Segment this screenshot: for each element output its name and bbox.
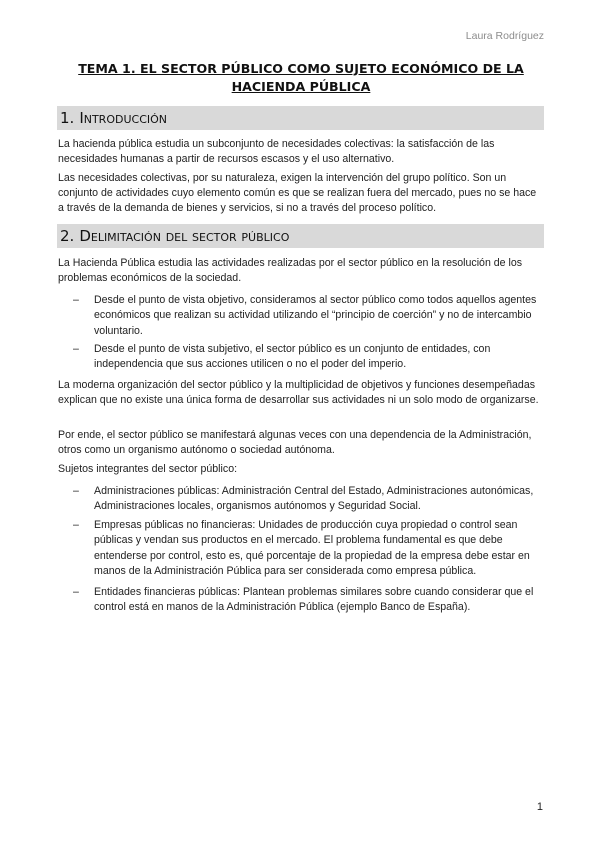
subjects-label: Sujetos integrantes del sector público: (58, 463, 238, 475)
header-author: Laura Rodríguez (465, 30, 544, 42)
list-item: Desde el punto de vista subjetivo, el sector público es un conjunto de entidades, con independencia que sus acciones utilicen o no el poder del imperio. (94, 343, 491, 371)
page-number: 1 (536, 801, 543, 813)
list-item: Entidades financieras públicas: Plantean problemas similares sobre cuando considerar que el control está en manos de la Administración Pública (ejemplo Banco de España). (94, 586, 534, 614)
section-2-paragraph-2: La moderna organización del sector público y la multiplicidad de objetivos y funciones desempeñadas explican que no existe una única forma de desarrollar sus actividades ni un solo modo de organizarse. (58, 379, 539, 406)
list-item-marker: – (73, 586, 79, 598)
section-2-title: Delimitación del sector público (79, 227, 290, 245)
list-item: Empresas públicas no financieras: Unidades de producción cuya propiedad o control sean públicas y vendan sus productos en el mercado. El problema fundamental es que debe entenderse por control, esto es, qué porcentaje de la propiedad de la empresa debe estar en manos de la Administración Pública para ser considerada como empresa pública. (94, 519, 530, 577)
section-1-paragraph-2: Las necesidades colectivas, por su naturaleza, exigen la intervención del grupo político. Son un conjunto de actividades cuyo elemento común es que se realizan fuera del mercado, pues no se hace a través de la demanda de bienes y servicios, si no a través del proceso político. (58, 172, 537, 214)
document-title: TEMA 1. EL SECTOR PÚBLICO COMO SUJETO ECONÓMICO DE LA HACIENDA PÚBLICA (78, 61, 524, 94)
section-1-title: Introducción (79, 109, 167, 127)
section-1-paragraph-1: La hacienda pública estudia un subconjunto de necesidades colectivas: la satisfacción de las necesidades humanas a partir de recursos escasos y el uso alternativo. (58, 138, 495, 165)
list-item-marker: – (73, 343, 79, 355)
section-2-intro: La Hacienda Pública estudia las actividades realizadas por el sector público en la resolución de los problemas económicos de la sociedad. (58, 257, 523, 284)
section-2-paragraph-3: Por ende, el sector público se manifestará algunas veces con una dependencia de la Administración, otros como un organismo autónomo o sociedad autónoma. (58, 429, 532, 456)
list-item-marker: – (73, 519, 79, 531)
section-2-heading (57, 224, 544, 248)
section-1-number: 1. (60, 109, 75, 127)
section-2-number: 2. (60, 227, 75, 245)
list-item: Administraciones públicas: Administración Central del Estado, Administraciones autonómicas, Administraciones locales, organismos autónomos y Seguridad Social. (94, 485, 534, 513)
list-item-marker: – (73, 485, 79, 497)
section-1-heading (57, 106, 544, 130)
list-item: Desde el punto de vista objetivo, consideramos al sector público como todos aquellos agentes económicos que realizan su actividad utilizando el “principio de coerción” y no de intercambio voluntario. (94, 294, 537, 337)
list-item-marker: – (73, 294, 79, 306)
